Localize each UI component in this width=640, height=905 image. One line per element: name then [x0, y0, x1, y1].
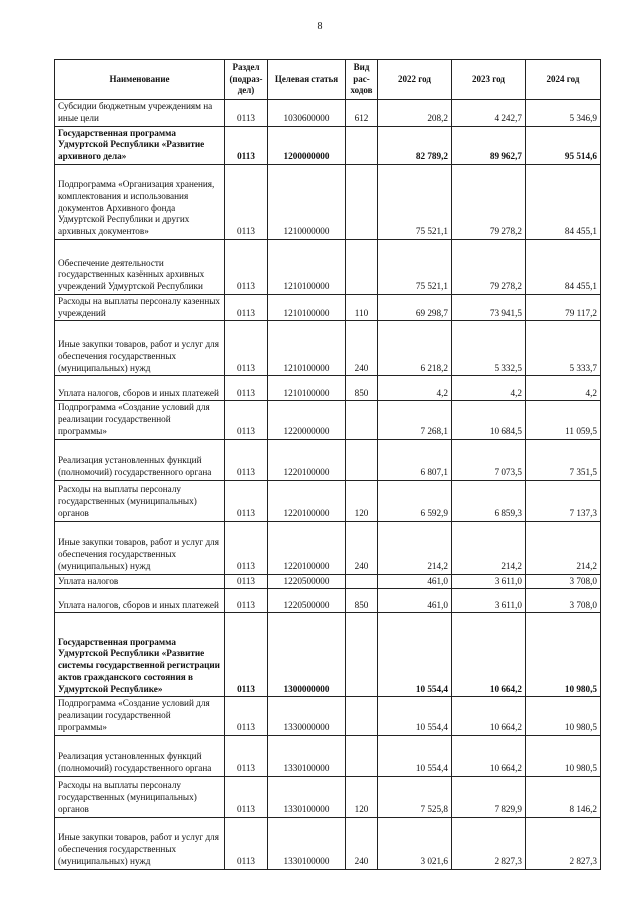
cell-target: 1220100000: [268, 521, 346, 574]
table-row: [55, 589, 601, 613]
cell-name: Подпрограмма «Создание условий для реализации государственной программы»: [55, 697, 225, 735]
header-2023: 2023 год: [452, 60, 526, 100]
cell-2022: 82 789,2: [378, 126, 452, 164]
cell-section: 0113: [225, 321, 268, 376]
cell-target: 1200000000: [268, 126, 346, 164]
cell-2024: 10 980,5: [526, 735, 601, 776]
cell-2022: 10 554,4: [378, 613, 452, 697]
cell-target: 1210100000: [268, 239, 346, 294]
cell-section: 0113: [225, 100, 268, 127]
cell-2024: 7 351,5: [526, 439, 601, 480]
header-name: Наименование: [55, 60, 225, 100]
cell-2024: 3 708,0: [526, 589, 601, 613]
cell-2023: 4,2: [452, 376, 526, 401]
cell-2024: 84 455,1: [526, 164, 601, 239]
cell-name: Иные закупки товаров, работ и услуг для обеспечения государственных (муниципальных) нужд: [55, 321, 225, 376]
cell-2023: 4 242,7: [452, 100, 526, 127]
cell-section: 0113: [225, 574, 268, 589]
cell-section: 0113: [225, 439, 268, 480]
cell-target: 1030600000: [268, 100, 346, 127]
cell-section: 0113: [225, 776, 268, 817]
cell-section: 0113: [225, 735, 268, 776]
cell-2023: 73 941,5: [452, 294, 526, 321]
cell-section: 0113: [225, 589, 268, 613]
header-target: Целевая статья: [268, 60, 346, 100]
cell-name: Субсидии бюджетным учреждениям на иные цели: [55, 100, 225, 127]
cell-name: Реализация установленных функций (полномочий) государственного органа: [55, 735, 225, 776]
table-row: [55, 376, 601, 401]
cell-2022: 75 521,1: [378, 239, 452, 294]
cell-2022: 6 592,9: [378, 480, 452, 521]
cell-2023: 10 664,2: [452, 613, 526, 697]
cell-2024: 11 059,5: [526, 401, 601, 439]
page-number: 8: [317, 21, 323, 32]
cell-2022: 214,2: [378, 521, 452, 574]
cell-2024: 5 346,9: [526, 100, 601, 127]
cell-2023: 5 332,5: [452, 321, 526, 376]
cell-2023: 10 684,5: [452, 401, 526, 439]
table-row: [55, 521, 601, 574]
cell-2024: 8 146,2: [526, 776, 601, 817]
cell-name: Государственная программа Удмуртской Республики «Развитие архивного дела»: [55, 126, 225, 164]
cell-2023: 7 829,9: [452, 776, 526, 817]
cell-exp-type: 240: [346, 817, 378, 869]
cell-section: 0113: [225, 294, 268, 321]
cell-exp-type: 240: [346, 321, 378, 376]
cell-section: 0113: [225, 376, 268, 401]
cell-exp-type: [346, 239, 378, 294]
cell-exp-type: 240: [346, 521, 378, 574]
table-row: [55, 294, 601, 321]
cell-2023: 3 611,0: [452, 589, 526, 613]
table-row: [55, 439, 601, 480]
cell-2024: 10 980,5: [526, 697, 601, 735]
cell-2024: 95 514,6: [526, 126, 601, 164]
cell-2023: 3 611,0: [452, 574, 526, 589]
header-2024: 2024 год: [526, 60, 601, 100]
cell-2022: 69 298,7: [378, 294, 452, 321]
cell-exp-type: 850: [346, 376, 378, 401]
cell-section: 0113: [225, 521, 268, 574]
cell-name: Подпрограмма «Организация хранения, комплектования и использования документов Архивного фонда Удмуртской Республики и других архивных документов»: [55, 164, 225, 239]
cell-section: 0113: [225, 164, 268, 239]
cell-name: Государственная программа Удмуртской Республики «Развитие системы государственной регистрации актов гражданского состояния в Удмуртской Республике»: [55, 613, 225, 697]
cell-target: 1330100000: [268, 776, 346, 817]
table-row: [55, 697, 601, 735]
cell-2023: 89 962,7: [452, 126, 526, 164]
cell-2024: 10 980,5: [526, 613, 601, 697]
cell-section: 0113: [225, 401, 268, 439]
cell-2022: 75 521,1: [378, 164, 452, 239]
cell-name: Расходы на выплаты персоналу казенных учреждений: [55, 294, 225, 321]
cell-2023: 214,2: [452, 521, 526, 574]
header-section: Раздел (подраз-дел): [225, 60, 268, 100]
table-row: [55, 100, 601, 127]
cell-target: 1330100000: [268, 817, 346, 869]
cell-exp-type: 110: [346, 294, 378, 321]
cell-section: 0113: [225, 480, 268, 521]
cell-2022: 3 021,6: [378, 817, 452, 869]
cell-section: 0113: [225, 817, 268, 869]
budget-table: [54, 59, 601, 870]
cell-section: 0113: [225, 613, 268, 697]
cell-2022: 10 554,4: [378, 697, 452, 735]
cell-target: 1220500000: [268, 574, 346, 589]
cell-2024: 214,2: [526, 521, 601, 574]
cell-exp-type: [346, 735, 378, 776]
cell-target: 1210000000: [268, 164, 346, 239]
cell-target: 1220100000: [268, 480, 346, 521]
cell-2023: 7 073,5: [452, 439, 526, 480]
cell-exp-type: 120: [346, 776, 378, 817]
cell-2023: 79 278,2: [452, 239, 526, 294]
cell-target: 1210100000: [268, 294, 346, 321]
table-row: [55, 239, 601, 294]
table-row: [55, 574, 601, 589]
cell-target: 1210100000: [268, 321, 346, 376]
table-row: [55, 321, 601, 376]
table-row: [55, 126, 601, 164]
cell-section: 0113: [225, 126, 268, 164]
cell-2022: 461,0: [378, 574, 452, 589]
cell-2024: 2 827,3: [526, 817, 601, 869]
table-row: [55, 401, 601, 439]
cell-name: Реализация установленных функций (полномочий) государственного органа: [55, 439, 225, 480]
cell-target: 1300000000: [268, 613, 346, 697]
cell-exp-type: [346, 439, 378, 480]
cell-name: Расходы на выплаты персоналу государственных (муниципальных) органов: [55, 480, 225, 521]
table-row: [55, 164, 601, 239]
cell-2024: 4,2: [526, 376, 601, 401]
cell-name: Уплата налогов, сборов и иных платежей: [55, 589, 225, 613]
cell-2022: 208,2: [378, 100, 452, 127]
cell-target: 1330100000: [268, 735, 346, 776]
cell-exp-type: [346, 401, 378, 439]
cell-2023: 10 664,2: [452, 697, 526, 735]
cell-target: 1220500000: [268, 589, 346, 613]
header-2022: 2022 год: [378, 60, 452, 100]
header-exp-type: Вид рас-ходов: [346, 60, 378, 100]
table-row: [55, 735, 601, 776]
cell-target: 1220100000: [268, 439, 346, 480]
cell-2024: 5 333,7: [526, 321, 601, 376]
cell-name: Расходы на выплаты персоналу государственных (муниципальных) органов: [55, 776, 225, 817]
cell-section: 0113: [225, 239, 268, 294]
cell-section: 0113: [225, 697, 268, 735]
cell-2022: 4,2: [378, 376, 452, 401]
cell-2023: 10 664,2: [452, 735, 526, 776]
cell-2024: 3 708,0: [526, 574, 601, 589]
cell-name: Иные закупки товаров, работ и услуг для обеспечения государственных (муниципальных) нужд: [55, 817, 225, 869]
table-row: [55, 776, 601, 817]
cell-name: Уплата налогов: [55, 574, 225, 589]
cell-exp-type: [346, 126, 378, 164]
cell-2024: 7 137,3: [526, 480, 601, 521]
cell-exp-type: 612: [346, 100, 378, 127]
cell-name: Подпрограмма «Создание условий для реализации государственной программы»: [55, 401, 225, 439]
cell-2022: 461,0: [378, 589, 452, 613]
cell-exp-type: [346, 164, 378, 239]
cell-exp-type: 120: [346, 480, 378, 521]
cell-exp-type: [346, 574, 378, 589]
cell-2023: 6 859,3: [452, 480, 526, 521]
cell-target: 1210100000: [268, 376, 346, 401]
cell-2022: 7 525,8: [378, 776, 452, 817]
cell-name: Иные закупки товаров, работ и услуг для обеспечения государственных (муниципальных) нужд: [55, 521, 225, 574]
cell-2023: 79 278,2: [452, 164, 526, 239]
cell-2022: 10 554,4: [378, 735, 452, 776]
table-header-row: [55, 60, 601, 100]
cell-exp-type: [346, 697, 378, 735]
cell-2024: 84 455,1: [526, 239, 601, 294]
cell-name: Обеспечение деятельности государственных казённых архивных учреждений Удмуртской Республики: [55, 239, 225, 294]
cell-target: 1220000000: [268, 401, 346, 439]
table-row: [55, 480, 601, 521]
cell-target: 1330000000: [268, 697, 346, 735]
table-row: [55, 817, 601, 869]
cell-2022: 7 268,1: [378, 401, 452, 439]
cell-name: Уплата налогов, сборов и иных платежей: [55, 376, 225, 401]
cell-2022: 6 218,2: [378, 321, 452, 376]
table-row: [55, 613, 601, 697]
cell-2023: 2 827,3: [452, 817, 526, 869]
cell-2022: 6 807,1: [378, 439, 452, 480]
cell-2024: 79 117,2: [526, 294, 601, 321]
cell-exp-type: 850: [346, 589, 378, 613]
cell-exp-type: [346, 613, 378, 697]
